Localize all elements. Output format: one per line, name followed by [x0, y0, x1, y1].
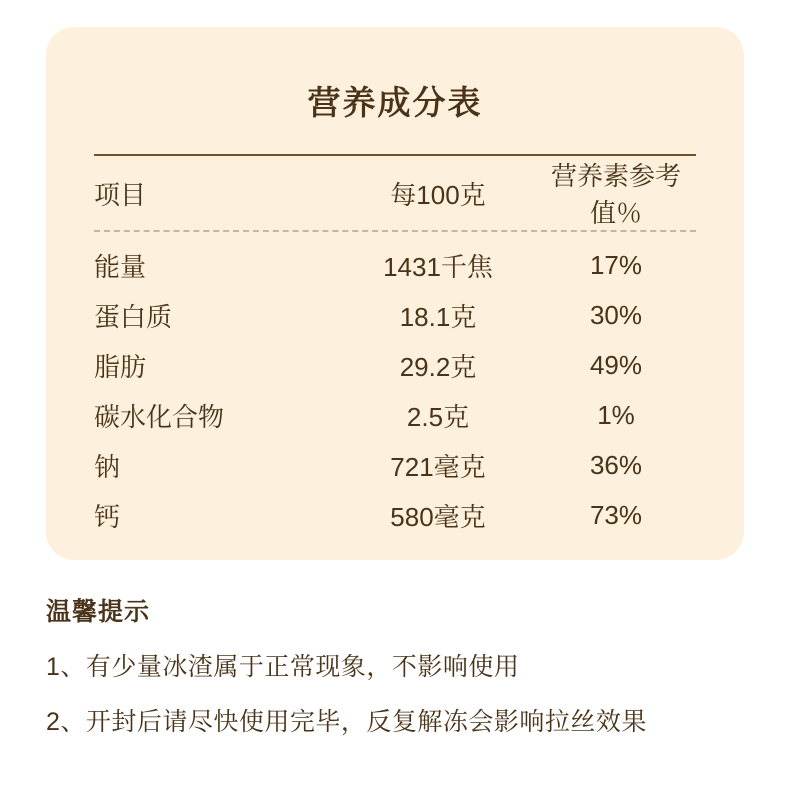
page-title: 营养成分表 — [307, 84, 483, 121]
row-nrv: 73% — [589, 499, 643, 530]
tips-line-1: 1、有少量冰渣属于正常现象，不影响使用 — [46, 653, 520, 681]
row-per-100g: 721毫克 — [390, 451, 486, 482]
row-nrv: 36% — [589, 449, 643, 480]
column-header-item: 项目 — [94, 179, 147, 210]
table-body — [94, 232, 696, 540]
row-item-label: 钠 — [94, 451, 121, 482]
row-per-100g: 1431千焦 — [383, 251, 493, 282]
row-per-100g: 29.2克 — [399, 351, 477, 382]
row-per-100g: 18.1克 — [399, 301, 477, 332]
column-header-per-100g: 每100克 — [390, 179, 486, 210]
row-item-label: 能量 — [94, 251, 147, 282]
table-row — [94, 390, 696, 440]
row-per-100g: 2.5克 — [406, 401, 470, 432]
table-header-row — [94, 156, 696, 230]
row-item-label: 蛋白质 — [94, 301, 173, 332]
tips-line-2: 2、开封后请尽快使用完毕，反复解冻会影响拉丝效果 — [46, 708, 647, 736]
row-nrv: 49% — [589, 349, 643, 380]
table-row — [94, 290, 696, 340]
nutrition-facts-card — [46, 27, 744, 560]
tips-title: 温馨提示 — [46, 598, 151, 626]
table-row — [94, 490, 696, 540]
nutrition-table — [94, 156, 696, 540]
row-nrv: 1% — [597, 399, 635, 430]
row-item-label: 钙 — [94, 501, 121, 532]
row-nrv: 17% — [589, 249, 643, 280]
column-header-nrv: 营养素参考值％ — [550, 161, 681, 228]
tips-section — [46, 592, 766, 738]
row-item-label: 脂肪 — [94, 351, 147, 382]
table-row — [94, 440, 696, 490]
row-nrv: 30% — [589, 299, 643, 330]
table-row — [94, 340, 696, 390]
row-per-100g: 580毫克 — [390, 501, 486, 532]
row-item-label: 碳水化合物 — [94, 401, 225, 432]
table-row — [94, 232, 696, 290]
